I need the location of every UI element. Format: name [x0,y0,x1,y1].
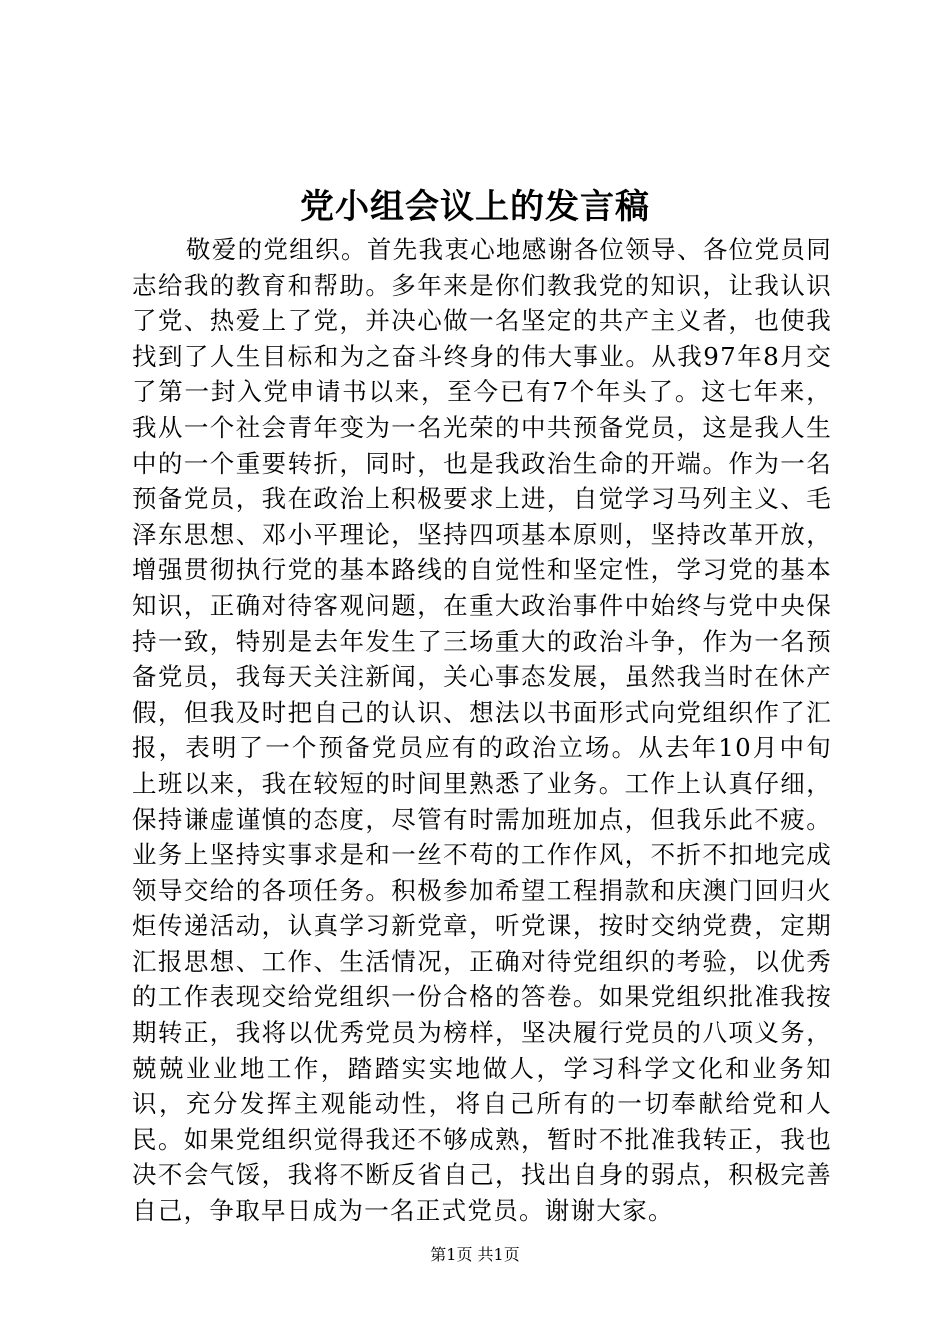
page-number: 第1页 共1页 [430,1245,520,1264]
document-body: 敬爱的党组织。首先我衷心地感谢各位领导、各位党员同志给我的教育和帮助。多年来是你们教我党的知识，让我认识了党、热爱上了党，并决心做一名坚定的共产主义者，也使我找到了人生目标和为之奋斗终身的伟大事业。从我97年8月交了第一封入党申请书以来，至今已有7个年头了。这七年来，我从一个社会青年变为一名光荣的中共预备党员，这是我人生中的一个重要转折，同时，也是我政治生命的开端。作为一名预备党员，我在政治上积极要求上进，自觉学习马列主义、毛泽东思想、邓小平理论，坚持四项基本原则，坚持改革开放，增强贯彻执行党的基本路线的自觉性和坚定性，学习党的基本知识，正确对待客观问题，在重大政治事件中始终与党中央保持一致，特别是去年发生了三场重大的政治斗争，作为一名预备党员，我每天关注新闻，关心事态发展，虽然我当时在休产假，但我及时把自己的认识、想法以书面形式向党组织作了汇报，表明了一个预备党员应有的政治立场。从去年10月中旬上班以来，我在较短的时间里熟悉了业务。工作上认真仔细，保持谦虚谨慎的态度，尽管有时需加班加点，但我乐此不疲。业务上坚持实事求是和一丝不苟的工作作风，不折不扣地完成领导交给的各项任务。积极参加希望工程捐款和庆澳门回归火炬传递活动，认真学习新党章，听党课，按时交纳党费，定期汇报思想、工作、生活情况，正确对待党组织的考验，以优秀的工作表现交给党组织一份合格的答卷。如果党组织批准我按期转正，我将以优秀党员为榜样，坚决履行党员的八项义务，兢兢业业地工作，踏踏实实地做人，学习科学文化和业务知识，充分发挥主观能动性，将自己所有的一切奉献给党和人民。如果党组织觉得我还不够成熟，暂时不批准我转正，我也决不会气馁，我将不断反省自己，找出自身的弱点，积极完善自己，争取早日成为一名正式党员。谢谢大家。 [132,235,832,1226]
document-title: 党小组会议上的发言稿 [300,187,650,227]
